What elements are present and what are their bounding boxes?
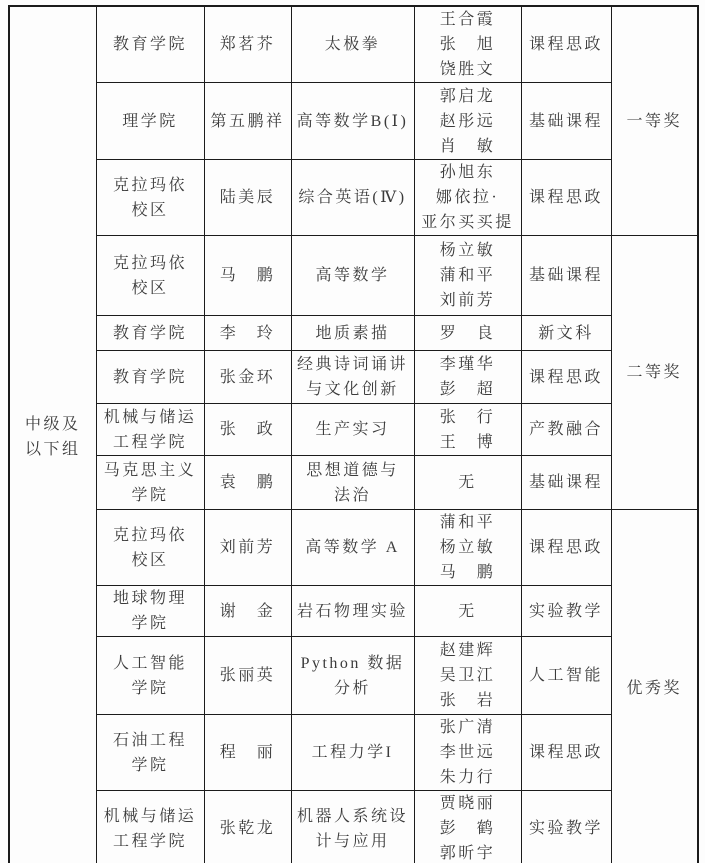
teacher-name-cell-line: 郑茗芥	[219, 36, 276, 53]
course-cell-line: Python 数据	[300, 654, 405, 672]
course-cell-line: 分析	[333, 679, 371, 697]
college-cell-line: 教育学院	[112, 368, 187, 386]
college-cell-line: 教育学院	[112, 36, 187, 53]
team-members-cell-line: 吴卫江	[439, 667, 496, 684]
college-cell	[96, 791, 204, 863]
award-cell-line: 优秀奖	[626, 679, 682, 697]
team-members-cell	[414, 586, 521, 637]
team-members-cell-line: 蒲和平	[439, 514, 496, 531]
teacher-name-cell	[204, 791, 291, 863]
category-cell	[521, 6, 611, 83]
category-cell-line: 实验教学	[528, 820, 603, 837]
teacher-name-cell	[204, 586, 291, 637]
team-members-cell-line: 张 行	[439, 408, 496, 426]
teacher-name-cell-line: 第五鹏祥	[210, 112, 285, 130]
award-table-body	[9, 6, 698, 863]
college-cell	[96, 236, 204, 316]
teacher-name-cell	[204, 316, 291, 351]
team-members-cell-line: 刘前芳	[439, 292, 496, 309]
table-row	[9, 456, 698, 510]
course-cell-line: 计与应用	[315, 832, 390, 850]
team-members-cell-line: 蒲和平	[439, 267, 496, 284]
category-cell	[521, 791, 611, 863]
team-members-cell-line: 张 旭	[439, 36, 496, 53]
course-cell-line: 综合英语(Ⅳ)	[298, 189, 407, 206]
category-cell-line: 课程思政	[528, 36, 603, 53]
table-row	[9, 316, 698, 351]
teacher-name-cell	[204, 351, 291, 404]
table-row	[9, 83, 698, 160]
course-cell-line: 法治	[333, 486, 371, 504]
college-cell	[96, 316, 204, 351]
college-cell-line: 人工智能	[112, 654, 187, 672]
teacher-name-cell-line: 袁 鹏	[219, 474, 276, 491]
teacher-name-cell-line: 马 鹏	[219, 267, 276, 284]
team-members-cell	[414, 456, 521, 510]
college-cell-line: 学院	[131, 756, 169, 774]
table-row	[9, 6, 698, 83]
college-cell-line: 克拉玛依	[112, 176, 187, 194]
college-cell-line: 石油工程	[112, 731, 187, 749]
team-members-cell-line: 张广清	[439, 719, 496, 736]
teacher-name-cell	[204, 510, 291, 586]
college-cell	[96, 637, 204, 715]
award-cell	[611, 6, 698, 236]
teacher-name-cell	[204, 715, 291, 791]
table-row	[9, 637, 698, 715]
course-cell-line: 地质素描	[315, 324, 390, 342]
course-cell	[291, 316, 414, 351]
college-cell	[96, 586, 204, 637]
category-cell	[521, 586, 611, 637]
team-members-cell-line: 李瑾华	[439, 356, 496, 373]
award-cell	[611, 510, 698, 863]
team-members-cell-line: 无	[458, 602, 477, 620]
category-cell-line: 新文科	[538, 324, 594, 342]
group-label-cell	[9, 6, 96, 863]
college-cell-line: 校区	[131, 201, 169, 219]
team-members-cell-line: 郭启龙	[439, 87, 496, 105]
course-cell-line: 与文化创新	[306, 381, 399, 398]
category-cell-line: 实验教学	[528, 602, 603, 620]
teacher-name-cell	[204, 160, 291, 236]
course-cell	[291, 404, 414, 456]
team-members-cell-line: 杨立敏	[439, 242, 496, 259]
course-cell	[291, 83, 414, 160]
category-cell	[521, 316, 611, 351]
college-cell	[96, 6, 204, 83]
college-cell-line: 学院	[131, 615, 169, 632]
team-members-cell-line: 贾晓丽	[439, 795, 496, 812]
team-members-cell-line: 李世远	[439, 744, 496, 761]
college-cell-line: 教育学院	[112, 324, 187, 342]
team-members-cell-line: 无	[458, 474, 477, 491]
team-members-cell-line: 王合霞	[439, 11, 496, 28]
course-cell	[291, 791, 414, 863]
college-cell	[96, 456, 204, 510]
college-cell	[96, 510, 204, 586]
table-row	[9, 586, 698, 637]
team-members-cell	[414, 316, 521, 351]
team-members-cell-line: 彭 超	[439, 381, 496, 398]
team-members-cell-line: 杨立敏	[439, 539, 496, 556]
college-cell-line: 学院	[131, 679, 169, 697]
college-cell-line: 地球物理	[112, 590, 187, 607]
category-cell-line: 基础课程	[528, 267, 603, 284]
college-cell	[96, 160, 204, 236]
college-cell-line: 工程学院	[112, 433, 187, 451]
group-label-cell-line: 以下组	[24, 440, 81, 458]
team-members-cell-line: 朱力行	[439, 769, 496, 786]
course-cell-line: 工程力学I	[311, 744, 394, 761]
category-cell-line: 产教融合	[528, 421, 603, 438]
college-cell-line: 学院	[131, 486, 169, 504]
course-cell	[291, 510, 414, 586]
course-cell-line: 思想道德与	[306, 461, 399, 479]
group-label-cell-line: 中级及	[24, 415, 81, 433]
teacher-name-cell-line: 谢 金	[219, 602, 276, 620]
category-cell-line: 基础课程	[528, 474, 603, 491]
category-cell-line: 课程思政	[528, 744, 603, 761]
category-cell-line: 基础课程	[528, 112, 603, 130]
category-cell	[521, 510, 611, 586]
college-cell-line: 校区	[131, 279, 169, 297]
team-members-cell-line: 亚尔买买提	[421, 214, 514, 231]
table-row	[9, 791, 698, 863]
course-cell	[291, 637, 414, 715]
team-members-cell	[414, 510, 521, 586]
team-members-cell	[414, 715, 521, 791]
course-cell	[291, 715, 414, 791]
team-members-cell-line: 马 鹏	[439, 564, 496, 581]
category-cell-line: 课程思政	[528, 368, 603, 386]
category-cell-line: 人工智能	[528, 667, 603, 684]
course-cell-line: 高等数学	[315, 267, 390, 284]
team-members-cell-line: 孙旭东	[439, 164, 496, 181]
team-members-cell-line: 赵彤远	[439, 112, 496, 130]
category-cell	[521, 456, 611, 510]
team-members-cell-line: 赵建辉	[439, 642, 496, 659]
course-cell-line: 高等数学 A	[305, 539, 400, 556]
category-cell	[521, 160, 611, 236]
course-cell	[291, 586, 414, 637]
category-cell	[521, 637, 611, 715]
college-cell	[96, 404, 204, 456]
teacher-name-cell-line: 张丽英	[219, 667, 276, 684]
category-cell	[521, 404, 611, 456]
teacher-name-cell	[204, 83, 291, 160]
course-cell	[291, 160, 414, 236]
table-row	[9, 404, 698, 456]
course-cell-line: 机器人系统设	[296, 807, 408, 825]
college-cell	[96, 715, 204, 791]
teacher-name-cell-line: 程 丽	[219, 744, 276, 761]
course-cell-line: 岩石物理实验	[296, 602, 408, 620]
award-cell-line: 二等奖	[626, 364, 682, 381]
category-cell-line: 课程思政	[528, 539, 603, 556]
team-members-cell	[414, 83, 521, 160]
team-members-cell	[414, 6, 521, 83]
team-members-cell	[414, 791, 521, 863]
college-cell-line: 克拉玛依	[112, 254, 187, 272]
team-members-cell-line: 张 岩	[439, 692, 496, 709]
course-cell-line: 太极拳	[324, 36, 381, 53]
award-cell	[611, 236, 698, 510]
course-cell	[291, 6, 414, 83]
teacher-name-cell-line: 李 玲	[219, 324, 276, 342]
table-row	[9, 160, 698, 236]
teacher-name-cell-line: 陆美辰	[219, 189, 276, 206]
college-cell	[96, 351, 204, 404]
college-cell-line: 理学院	[122, 112, 178, 130]
team-members-cell	[414, 404, 521, 456]
team-members-cell	[414, 236, 521, 316]
team-members-cell-line: 郭昕宇	[439, 845, 496, 862]
teacher-name-cell	[204, 456, 291, 510]
course-cell-line: 经典诗词诵讲	[296, 356, 408, 373]
college-cell-line: 机械与储运	[103, 408, 197, 426]
team-members-cell	[414, 351, 521, 404]
teacher-name-cell	[204, 404, 291, 456]
teacher-name-cell	[204, 637, 291, 715]
table-row	[9, 236, 698, 316]
college-cell-line: 机械与储运	[103, 807, 197, 825]
teacher-name-cell-line: 张乾龙	[219, 820, 276, 837]
team-members-cell	[414, 637, 521, 715]
category-cell-line: 课程思政	[528, 189, 603, 206]
team-members-cell	[414, 160, 521, 236]
course-cell	[291, 456, 414, 510]
category-cell	[521, 351, 611, 404]
category-cell	[521, 83, 611, 160]
table-row	[9, 351, 698, 404]
course-cell	[291, 236, 414, 316]
course-cell-line: 高等数学B(Ⅰ)	[296, 112, 409, 130]
table-row	[9, 510, 698, 586]
table-row	[9, 715, 698, 791]
team-members-cell-line: 肖 敏	[439, 137, 496, 155]
teacher-name-cell	[204, 6, 291, 83]
course-cell	[291, 351, 414, 404]
teacher-name-cell-line: 张金环	[219, 368, 276, 386]
team-members-cell-line: 王 博	[439, 433, 496, 451]
team-members-cell-line: 罗 良	[439, 324, 496, 342]
team-members-cell-line: 饶胜文	[439, 61, 496, 78]
category-cell	[521, 715, 611, 791]
college-cell-line: 校区	[131, 551, 169, 569]
category-cell	[521, 236, 611, 316]
college-cell-line: 工程学院	[112, 832, 187, 850]
award-table	[8, 5, 699, 863]
college-cell-line: 克拉玛依	[112, 526, 187, 544]
team-members-cell-line: 娜依拉·	[435, 189, 500, 206]
teacher-name-cell	[204, 236, 291, 316]
teacher-name-cell-line: 刘前芳	[219, 539, 276, 556]
college-cell-line: 马克思主义	[103, 461, 197, 479]
team-members-cell-line: 彭 鹤	[439, 820, 496, 837]
award-cell-line: 一等奖	[626, 112, 682, 130]
teacher-name-cell-line: 张 政	[219, 421, 276, 438]
college-cell	[96, 83, 204, 160]
course-cell-line: 生产实习	[315, 421, 390, 438]
